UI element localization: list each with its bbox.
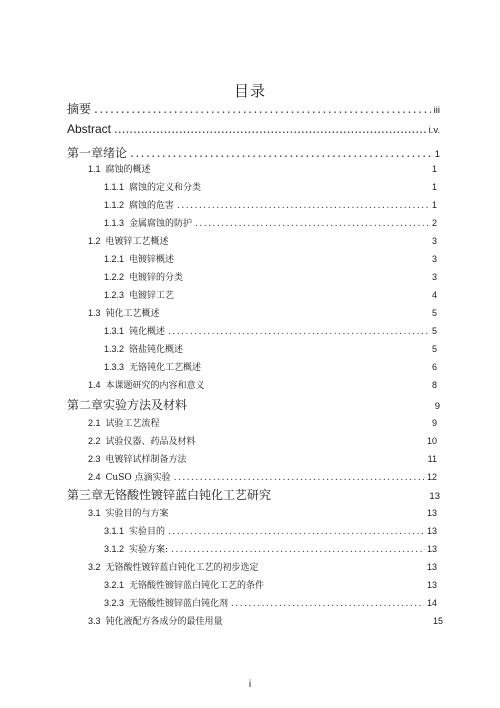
toc-entry[interactable] xyxy=(104,596,437,609)
toc-entry[interactable] xyxy=(88,234,437,247)
toc-entry-label: 钝化概述 xyxy=(129,327,166,337)
toc-entry-number: 1.4 xyxy=(88,380,101,390)
page-title: 目录 xyxy=(233,82,266,100)
toc-entry-label: 腐蚀的危害 xyxy=(129,201,175,211)
toc-entry-number: 2.4 xyxy=(88,472,101,482)
toc-entry-number: 2.3 xyxy=(88,454,101,464)
toc-entry-label: 钝化工艺概述 xyxy=(105,309,160,319)
toc-entry-page: 13 xyxy=(426,562,437,572)
toc-entry-page: 3 xyxy=(431,254,437,264)
toc-entry[interactable] xyxy=(104,198,437,211)
toc-entry-number: 3.3 xyxy=(88,616,101,626)
toc-entry-label: 电镀锌试样制备方法 xyxy=(105,455,187,465)
toc-entry-page: 11 xyxy=(427,454,437,464)
toc-entry-page: 5 xyxy=(431,344,437,354)
toc-entry-chapter-1[interactable] xyxy=(67,144,440,161)
toc-entry[interactable] xyxy=(104,360,437,373)
dot-leader xyxy=(174,473,424,483)
toc-entry-page: 13 xyxy=(426,580,437,590)
toc-entry-number: 3.1.2 xyxy=(104,544,125,554)
toc-entry-label: 实验目的与方案 xyxy=(105,509,169,519)
dot-leader xyxy=(231,599,424,609)
toc-entry-label: 无铬酸性镀锌蓝白钝化剂 xyxy=(129,599,229,609)
toc-entry-label: 腐蚀的概述 xyxy=(105,165,151,175)
toc-entry-number: 2.2 xyxy=(88,436,101,446)
toc-entry[interactable] xyxy=(88,506,437,519)
toc-entry-label: Abstract xyxy=(67,122,112,136)
toc-entry-label: 电镀锌的分类 xyxy=(129,273,184,283)
toc-entry-page: 1 xyxy=(431,164,437,174)
toc-entry[interactable] xyxy=(88,560,437,573)
toc-entry-label: 腐蚀的定义和分类 xyxy=(129,183,202,193)
toc-entry-page: 8 xyxy=(431,380,437,390)
toc-entry-label: 无铬酸性镀锌蓝白钝化工艺的初步选定 xyxy=(105,563,259,573)
toc-entry-page: 10 xyxy=(426,436,437,446)
toc-entry-page: 13 xyxy=(426,544,437,554)
toc-entry-number: 3.2 xyxy=(88,562,101,572)
toc-entry-page: 1 xyxy=(431,182,437,192)
toc-entry-label: 第二章实验方法及材料 xyxy=(67,398,188,412)
toc-entry[interactable] xyxy=(88,378,437,391)
toc-entry[interactable] xyxy=(88,614,443,627)
toc-entry[interactable] xyxy=(104,252,437,265)
toc-entry-number: 1.2.2 xyxy=(104,272,125,282)
toc-entry-chapter-3[interactable] xyxy=(67,486,440,503)
dot-leader xyxy=(195,219,429,229)
toc-entry-page: 5 xyxy=(431,308,437,318)
toc-entry-number: 1.2 xyxy=(88,236,101,246)
toc-entry[interactable] xyxy=(88,452,437,465)
toc-entry-label: 钝化液配方各成分的最佳用量 xyxy=(105,617,223,627)
toc-entry-page: 1 xyxy=(434,149,440,160)
dot-leader xyxy=(130,146,432,160)
toc-entry-number: 1.2.1 xyxy=(104,254,125,264)
toc-entry[interactable] xyxy=(104,270,437,283)
toc-entry-label: 无铬钝化工艺概述 xyxy=(129,363,202,373)
toc-entry-label: 第一章绪论 xyxy=(67,146,128,160)
toc-entry[interactable] xyxy=(104,324,437,337)
toc-entry[interactable] xyxy=(88,470,437,483)
toc-entry-number: 3.1.1 xyxy=(104,526,125,536)
toc-entry-number: 3.1 xyxy=(88,508,101,518)
toc-entry-number: 1.1 xyxy=(88,164,101,174)
dot-leader xyxy=(168,327,429,337)
toc-entry-page: 5 xyxy=(431,326,437,336)
toc-entry-label: 电镀锌工艺 xyxy=(129,291,175,301)
toc-entry-label: 无铬酸性镀锌蓝白钝化工艺的条件 xyxy=(129,581,265,591)
dot-leader xyxy=(177,201,429,211)
toc-entry-page: 12 xyxy=(426,472,437,482)
toc-entry-number: 2.1 xyxy=(88,418,101,428)
toc-entry-label: 电镀锌概述 xyxy=(129,255,175,265)
toc-entry-page: iii xyxy=(433,105,440,116)
toc-entry-label: 金属腐蚀的防护 xyxy=(129,219,193,229)
toc-entry-page: 6 xyxy=(431,362,437,372)
toc-entry[interactable] xyxy=(104,542,437,555)
toc-entry-label: 铬盐钝化概述 xyxy=(129,345,184,355)
toc-entry-page: 2 xyxy=(431,218,437,228)
toc-entry[interactable] xyxy=(88,162,437,175)
toc-entry[interactable] xyxy=(104,216,437,229)
dot-leader xyxy=(94,102,431,116)
toc-entry[interactable] xyxy=(104,342,437,355)
dot-leader xyxy=(168,527,424,537)
toc-entry-page: 3 xyxy=(431,272,437,282)
toc-entry-label: 本课题研究的内容和意义 xyxy=(105,381,205,391)
toc-entry-number: 1.3.3 xyxy=(104,362,125,372)
toc-entry-number: 3.2.3 xyxy=(104,598,125,608)
toc-entry-label: 试验仪器、药品及材料 xyxy=(105,437,196,447)
toc-entry-number: 1.3.2 xyxy=(104,344,125,354)
toc-entry-page: 1 xyxy=(431,200,437,210)
toc-entry-number: 1.2.3 xyxy=(104,290,125,300)
toc-entry-page: 13 xyxy=(426,526,437,536)
toc-entry-abstract-cn[interactable] xyxy=(67,100,440,117)
toc-entry-page: 3 xyxy=(431,236,437,246)
toc-entry-label: CuSO 点滴实验 xyxy=(105,473,171,483)
toc-entry-page: 15 xyxy=(432,616,443,626)
toc-entry[interactable] xyxy=(104,578,437,591)
toc-entry-label: 电镀锌工艺概述 xyxy=(105,237,169,247)
toc-entry-number: 3.2.1 xyxy=(104,580,125,590)
toc-entry-page: 9 xyxy=(434,401,440,412)
toc-entry-number: 1.1.1 xyxy=(104,182,125,192)
toc-entry-label: 实验方案: xyxy=(129,545,169,555)
toc-entry-label: 第三章无铬酸性镀锌蓝白钝化工艺研究 xyxy=(67,488,272,502)
dot-leader xyxy=(171,545,424,555)
toc-entry-number: 1.1.2 xyxy=(104,200,125,210)
toc-entry-page: 14 xyxy=(426,598,437,608)
toc-entry-page: 13 xyxy=(426,508,437,518)
toc-entry-number: 1.3 xyxy=(88,308,101,318)
toc-entry-label: 实验目的 xyxy=(129,527,166,537)
toc-entry-label: 摘要 xyxy=(67,102,92,116)
toc-entry-page: 13 xyxy=(429,491,440,502)
toc-entry-page: 9 xyxy=(431,418,437,428)
toc-entry-chapter-2[interactable] xyxy=(67,396,440,413)
page-number: i xyxy=(248,679,252,690)
toc-entry[interactable] xyxy=(104,288,437,301)
toc-entry[interactable] xyxy=(88,416,437,429)
toc-entry-label: 试验工艺流程 xyxy=(105,419,160,429)
toc-entry[interactable] xyxy=(88,434,437,447)
dot-leader xyxy=(114,122,426,136)
toc-entry[interactable] xyxy=(104,524,437,537)
toc-entry-number: 1.1.3 xyxy=(104,218,125,228)
toc-entry-abstract-en[interactable] xyxy=(67,122,440,136)
toc-entry[interactable] xyxy=(88,306,437,319)
toc-entry-page: i.v. xyxy=(428,125,440,136)
toc-entry-number: 1.3.1 xyxy=(104,326,125,336)
toc-entry[interactable] xyxy=(104,180,437,193)
toc-entry-page: 4 xyxy=(431,290,437,300)
